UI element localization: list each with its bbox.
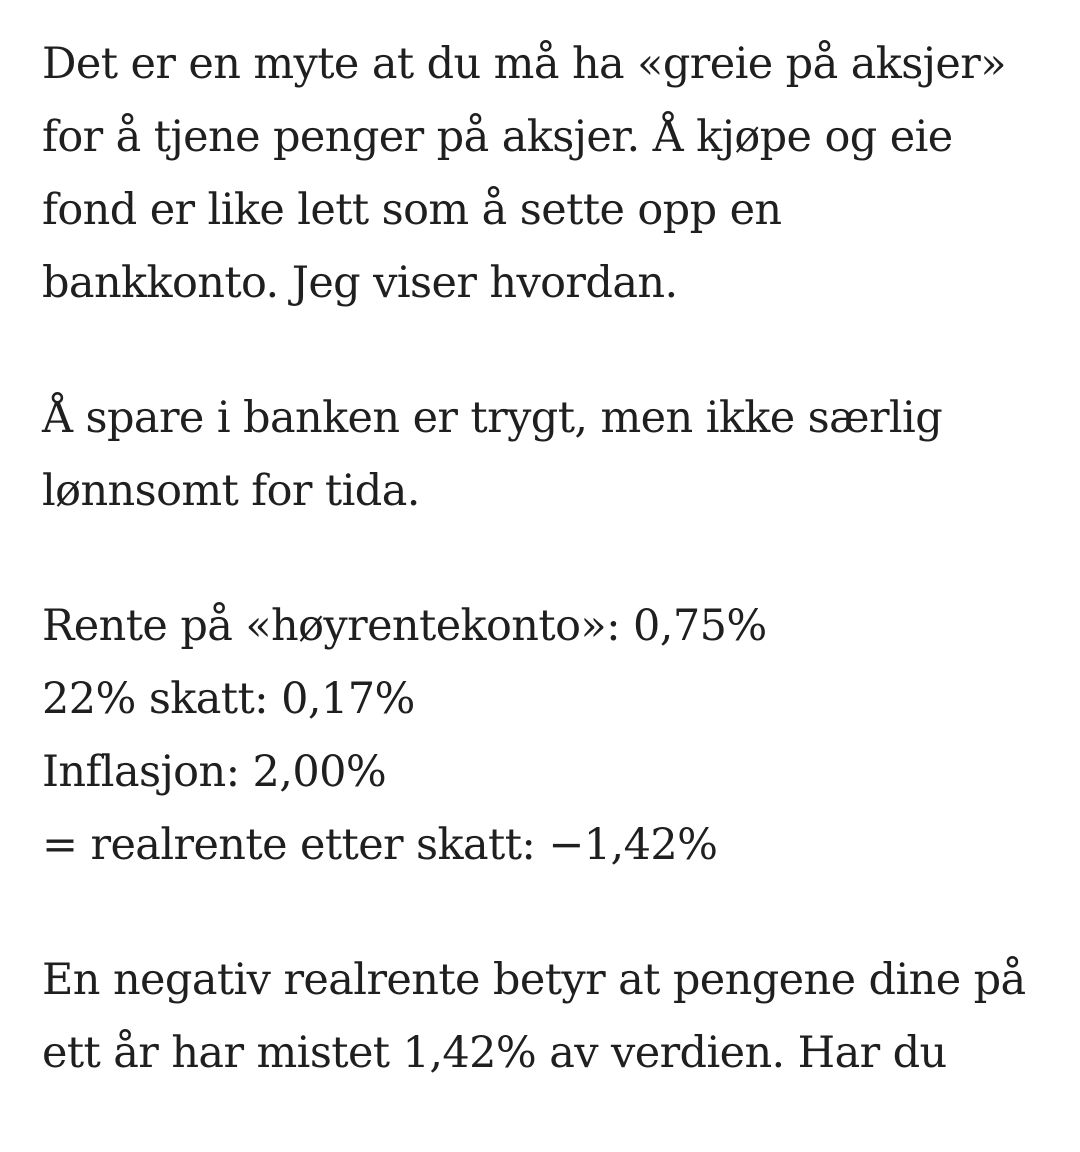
text-line: Å spare i banken er trygt, men ikke særlig	[42, 393, 943, 443]
interest-rate-line: Rente på «høyrentekonto»: 0,75%	[42, 601, 767, 651]
real-interest-line: = realrente etter skatt: −1,42%	[42, 820, 718, 870]
article-body	[42, 28, 1042, 1152]
tax-line: 22% skatt: 0,17%	[42, 674, 415, 724]
negative-rate-paragraph	[42, 944, 1042, 1090]
intro-paragraph	[42, 28, 1042, 320]
text-line: for å tjene penger på aksjer. Å kjøpe og eie	[42, 112, 953, 162]
text-line: Det er en myte at du må ha «greie på aksjer»	[42, 39, 1006, 89]
text-line: En negativ realrente betyr at pengene dine på	[42, 955, 1026, 1005]
text-line: lønnsomt for tida.	[42, 466, 420, 516]
text-line: ett år har mistet 1,42% av verdien. Har du	[42, 1028, 947, 1078]
interest-calculation	[42, 590, 1042, 882]
savings-paragraph	[42, 382, 1042, 528]
inflation-line: Inflasjon: 2,00%	[42, 747, 387, 797]
text-line: bankkonto. Jeg viser hvordan.	[42, 258, 678, 308]
text-line: fond er like lett som å sette opp en	[42, 185, 782, 235]
